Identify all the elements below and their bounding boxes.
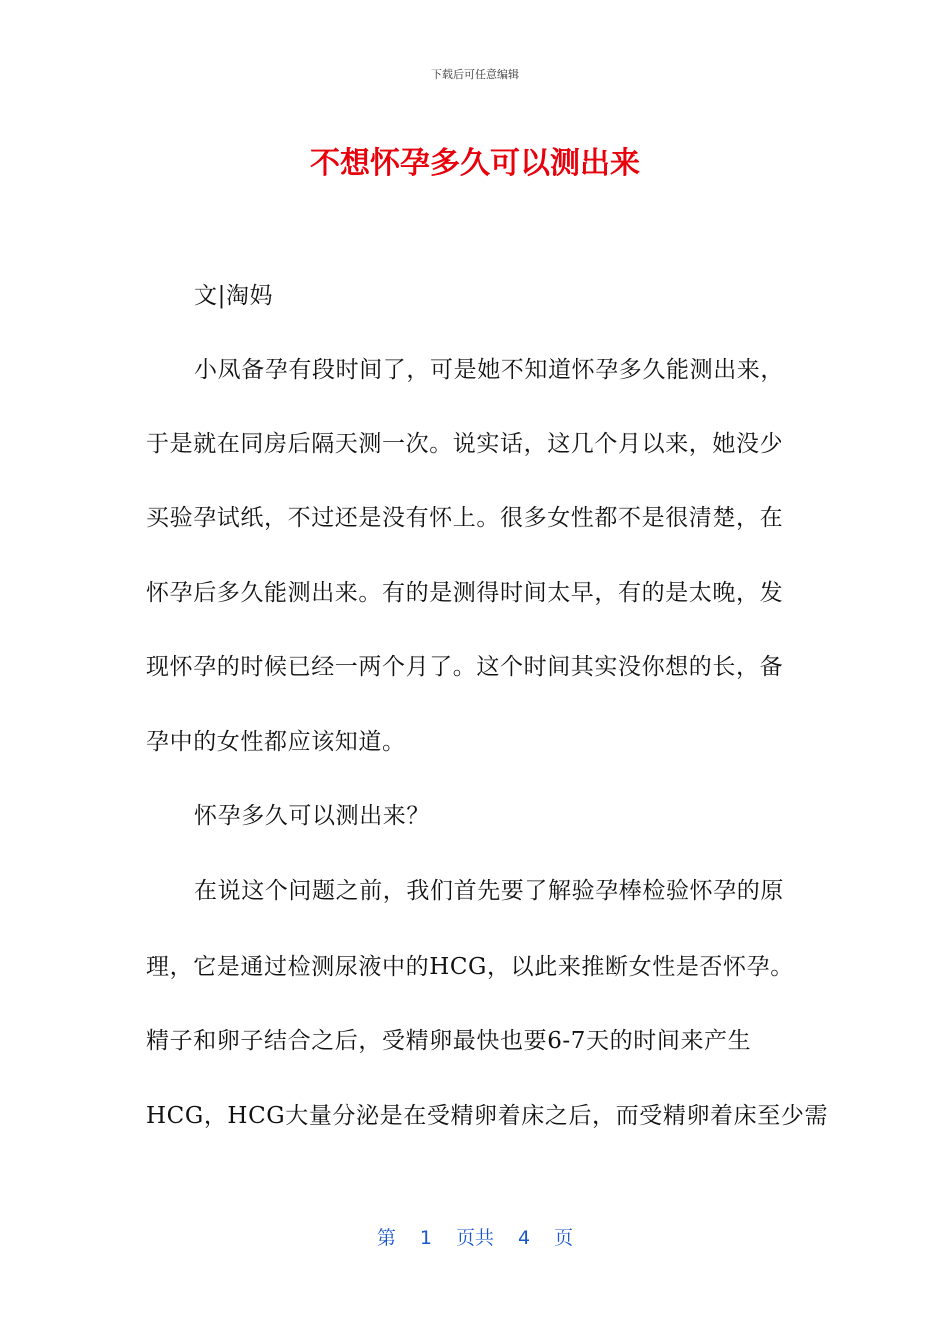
paragraph-line: 精子和卵子结合之后，受精卵最快也要6-7天的时间来产生 <box>146 1028 752 1054</box>
paragraph-line: HCG，HCG大量分泌是在受精卵着床之后，而受精卵着床至少需 <box>146 1103 829 1129</box>
paragraph-line: 现怀孕的时候已经一两个月了。这个时间其实没你想的长，备 <box>146 654 784 680</box>
paragraph-line: 小凤备孕有段时间了，可是她不知道怀孕多久能测出来， <box>194 357 784 383</box>
paragraph-line: 怀孕后多久能测出来。有的是测得时间太早，有的是太晚，发 <box>146 580 784 606</box>
footer-middle: 页共 <box>455 1227 494 1249</box>
footer-total-pages: 4 <box>518 1227 531 1249</box>
section-heading: 怀孕多久可以测出来？ <box>194 803 430 829</box>
paragraph-line: 孕中的女性都应该知道。 <box>146 729 406 755</box>
footer-suffix: 页 <box>554 1227 574 1249</box>
paragraph-line: 理，它是通过检测尿液中的HCG，以此来推断女性是否怀孕。 <box>146 954 794 980</box>
header-note: 下载后可任意编辑 <box>431 68 519 81</box>
paragraph-line: 于是就在同房后隔天测一次。说实话，这几个月以来，她没少 <box>146 431 784 457</box>
paragraph-line: 买验孕试纸，不过还是没有怀上。很多女性都不是很清楚，在 <box>146 505 784 531</box>
document-title: 不想怀孕多久可以测出来 <box>310 146 640 181</box>
paragraph-line: 在说这个问题之前，我们首先要了解验孕棒检验怀孕的原 <box>194 878 784 904</box>
author-line: 文|淘妈 <box>194 283 274 309</box>
footer-page-number: 1 <box>419 1227 432 1249</box>
page-footer <box>0 1224 950 1252</box>
footer-prefix: 第 <box>376 1227 396 1249</box>
